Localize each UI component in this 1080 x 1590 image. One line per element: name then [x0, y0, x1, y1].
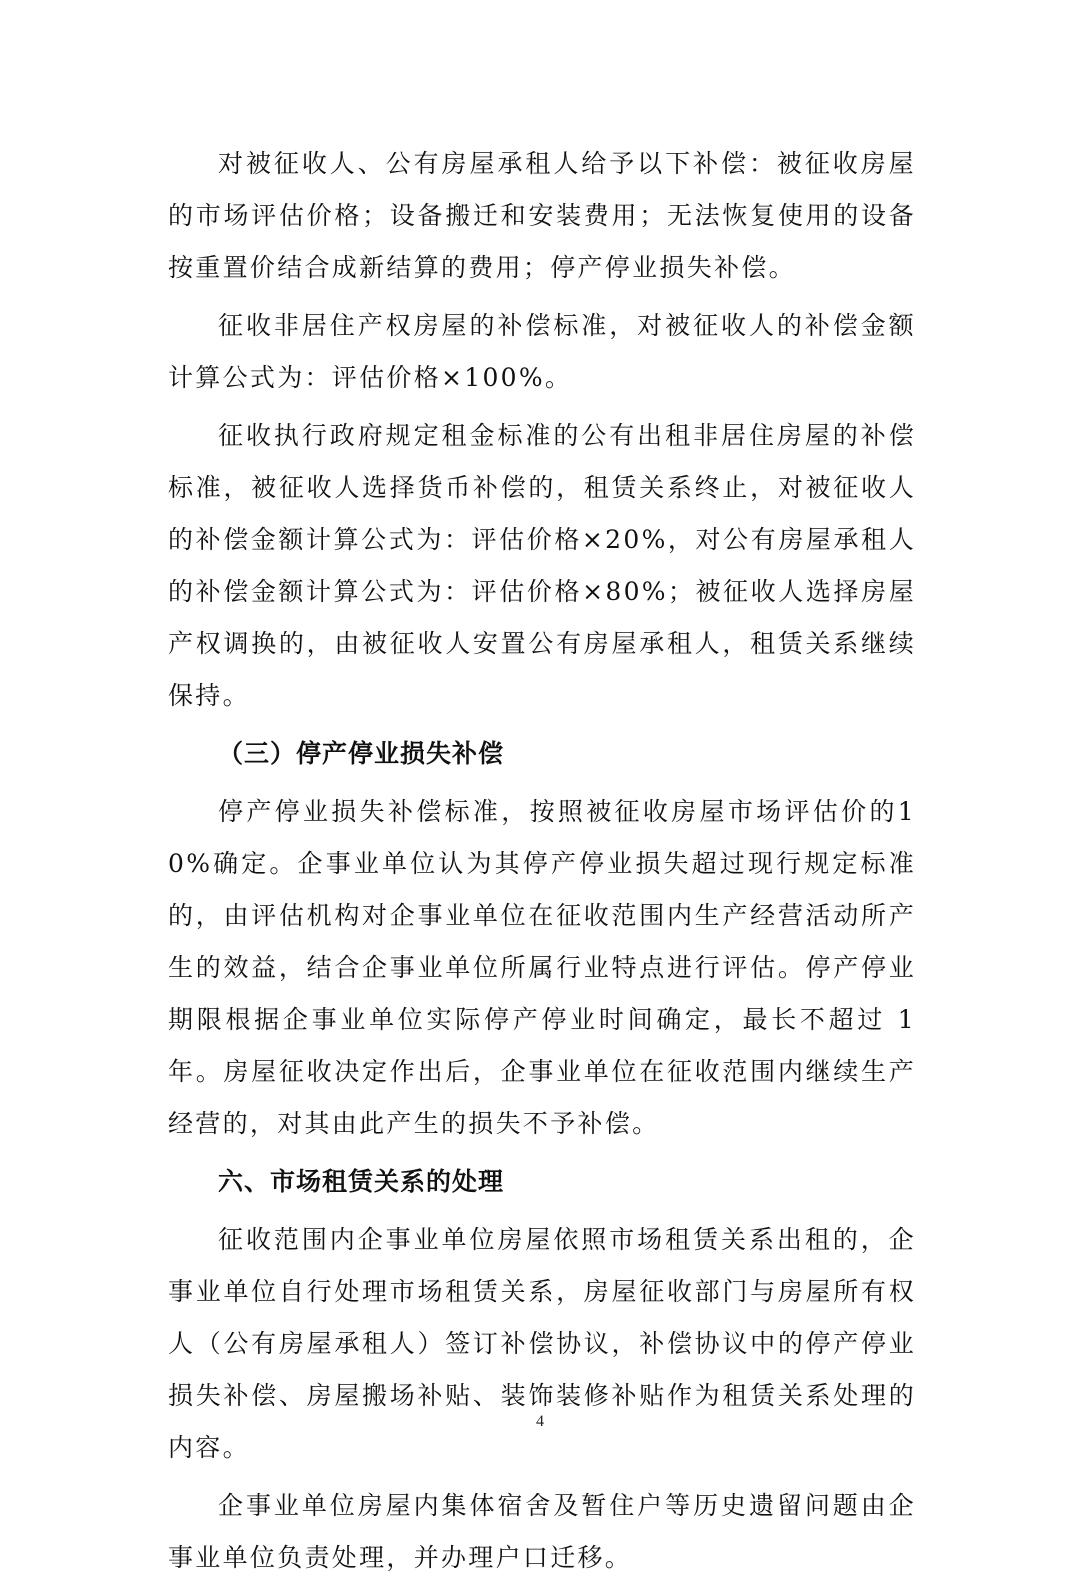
paragraph-dormitory-issues: 企事业单位房屋内集体宿舍及暂住户等历史遗留问题由企事业单位负责处理，并办理户口迁移。 — [168, 1491, 916, 1572]
paragraph-market-lease-handling: 征收范围内企事业单位房屋依照市场租赁关系出租的，企事业单位自行处理市场租赁关系，房屋征收部门与房屋所有权人（公有房屋承租人）签订补偿协议，补偿协议中的停产停业损失补偿、房屋搬场补贴、装饰装修补贴作为租赁关系处理的内容。 — [168, 1225, 916, 1462]
paragraph-stop-production-compensation: 停产停业损失补偿标准，按照被征收房屋市场评估价的10%确定。企事业单位认为其停产停业损失超过现行规定标准的，由评估机构对企事业单位在征收范围内生产经营活动所产生的效益，结合企事业单位所属行业特点进行评估。停产停业期限根据企事业单位实际停产停业时间确定，最长不超过 1 年。房屋征收决定作出后，企事业单位在征收范围内继续生产经营的，对其由此产生的损失不予补偿。 — [168, 797, 916, 1138]
paragraph-public-rental-standard: 征收执行政府规定租金标准的公有出租非居住房屋的补偿标准，被征收人选择货币补偿的，租赁关系终止，对被征收人的补偿金额计算公式为：评估价格×20%，对公有房屋承租人的补偿金额计算公式为：评估价格×80%；被征收人选择房屋产权调换的，由被征收人安置公有房屋承租人，租赁关系继续保持。 — [168, 421, 916, 710]
page-number: 4 — [536, 1413, 544, 1430]
paragraph-non-residential-standard: 征收非居住产权房屋的补偿标准，对被征收人的补偿金额计算公式为：评估价格×100%。 — [168, 311, 916, 392]
paragraph-compensation-items: 对被征收人、公有房屋承租人给予以下补偿：被征收房屋的市场评估价格；设备搬迁和安装费用；无法恢复使用的设备按重置价结合成新结算的费用；停产停业损失补偿。 — [168, 149, 916, 282]
section-heading-market-lease: 六、市场租赁关系的处理 — [218, 1167, 505, 1196]
section-heading-stop-production: （三）停产停业损失补偿 — [218, 739, 505, 768]
document-body — [168, 138, 916, 1590]
